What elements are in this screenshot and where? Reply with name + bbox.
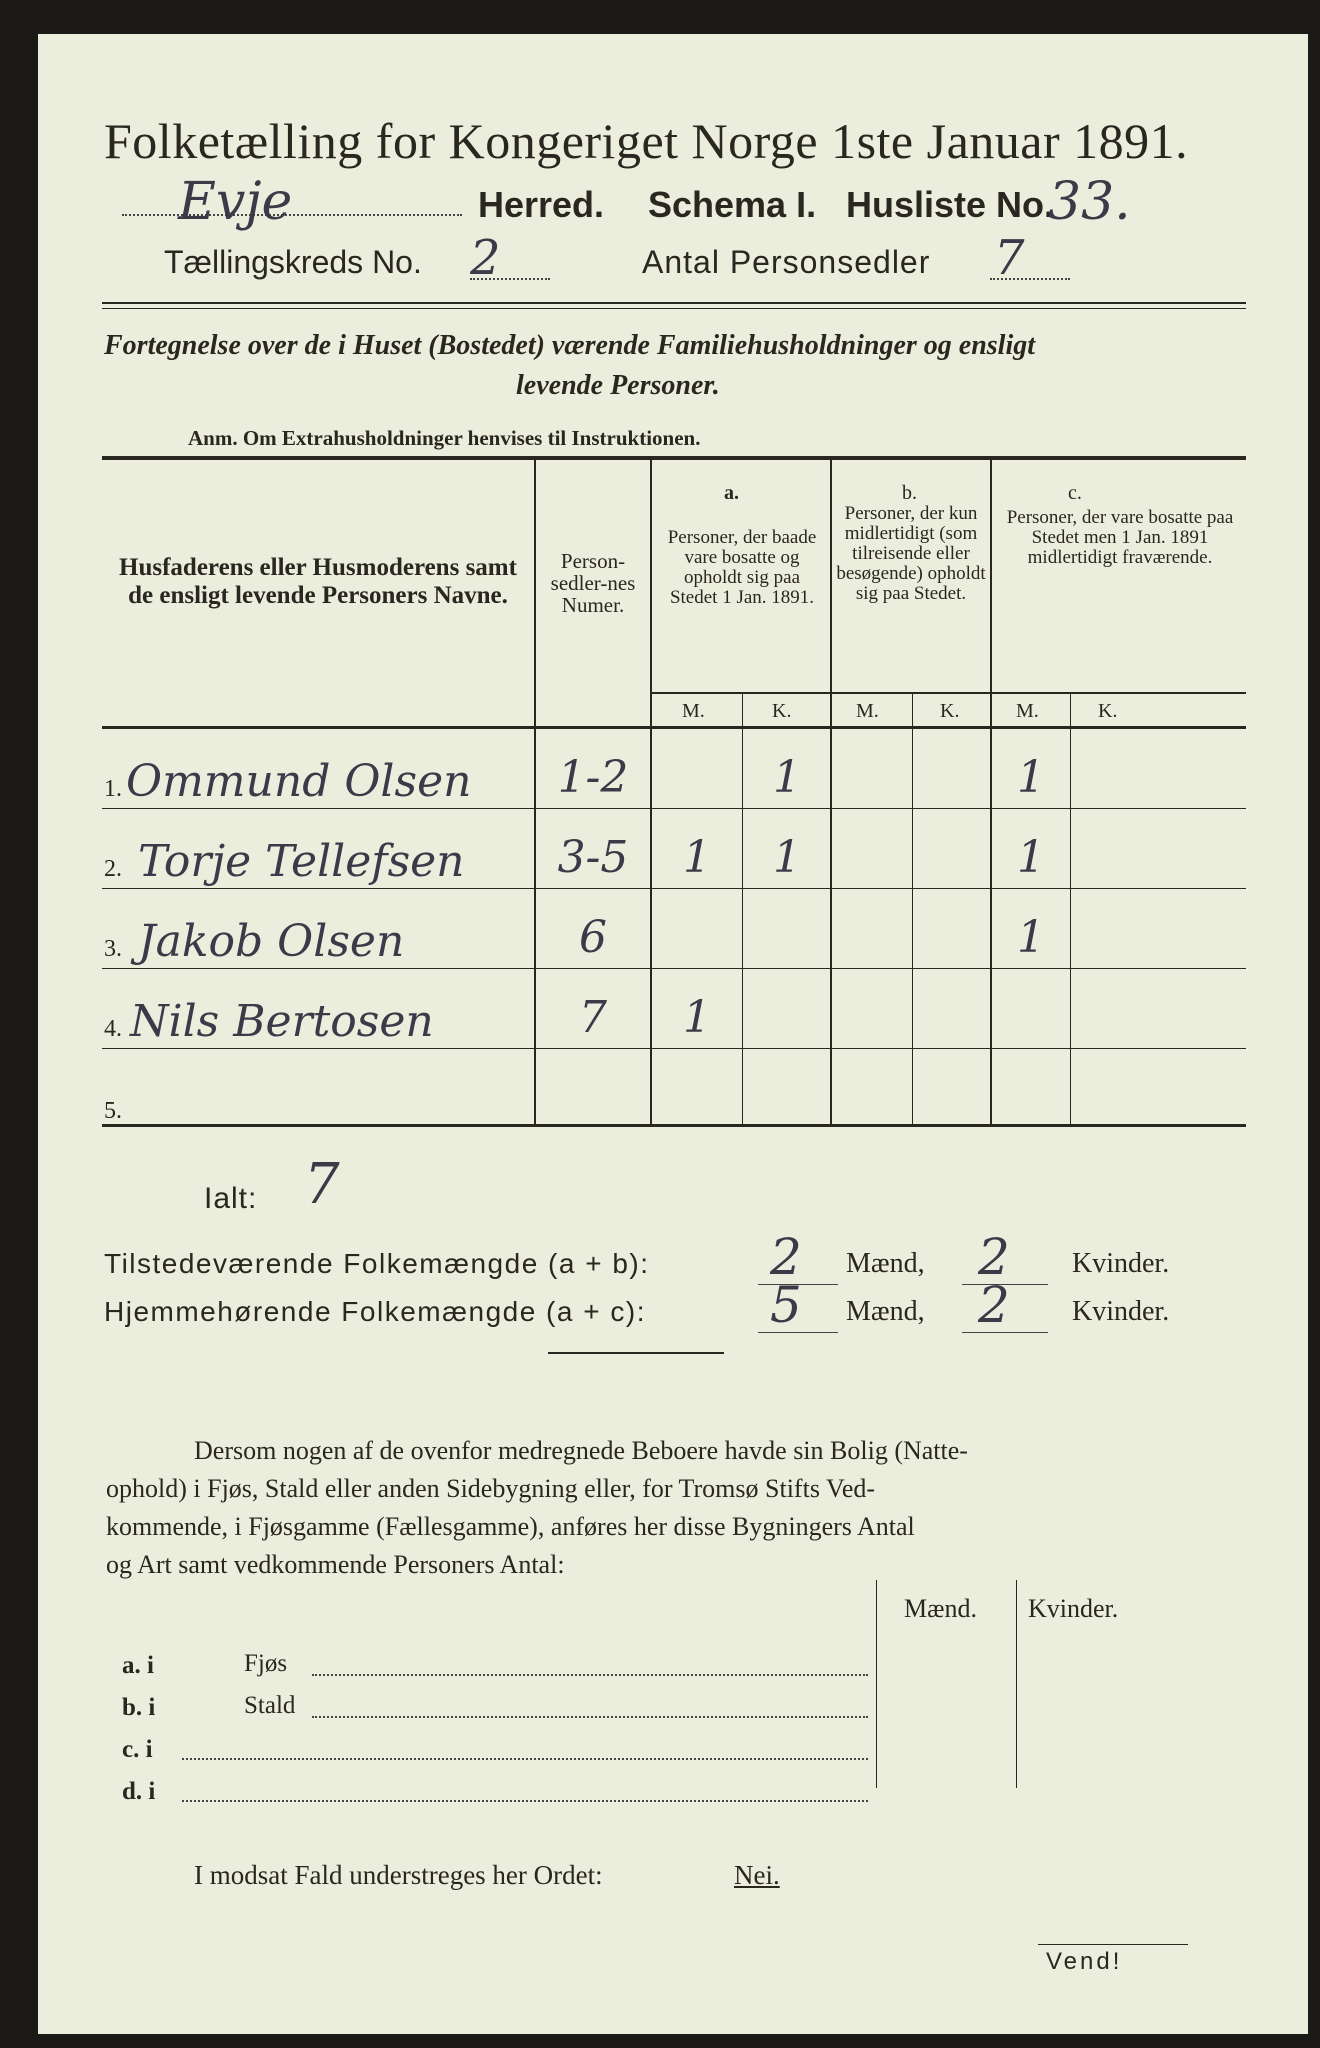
herred-label: Herred.: [478, 184, 605, 225]
building-item-a-label: Fjøs: [244, 1650, 288, 1677]
building-item-b-dots: [312, 1716, 868, 1718]
header-names: Husfaderens eller Husmoderens samt de ensligt levende Personers Navne.: [119, 554, 517, 609]
col-sep-b-mk: [912, 694, 913, 1124]
col-sep-a-mk: [742, 694, 743, 1124]
paragraph-line4: og Art samt vedkommende Personers Antal:: [106, 1550, 565, 1579]
header-b: Personer, der kun midlertidigt (som tilreisende eller besøgende) opholdt sig paa Stedet.: [836, 503, 986, 604]
hjemme-maend: 5: [770, 1276, 802, 1334]
subtitle-line2: levende Personer.: [516, 370, 720, 401]
husliste-label: Husliste No.: [846, 184, 1055, 225]
header-c: Personer, der vare bosatte paa Stedet men 1 Jan. 1891 midlertidigt fraværende.: [1006, 507, 1234, 568]
kreds-dotted-line: [470, 278, 550, 280]
header-c-k: K.: [1098, 700, 1118, 722]
table-top-rule: [102, 456, 1246, 460]
header-a-m: M.: [682, 700, 705, 722]
building-kvinder-header: Kvinder.: [1028, 1594, 1119, 1623]
building-col-sep-2: [1016, 1580, 1017, 1788]
section-divider: [548, 1352, 724, 1354]
building-item-d-letter: d. i: [122, 1778, 156, 1805]
herred-value: Evje: [178, 172, 293, 232]
cell-c-m: 1: [1017, 832, 1045, 883]
building-item-d-dots: [182, 1800, 868, 1802]
hjemme-maend-line: [758, 1332, 838, 1333]
modsat-text: I modsat Fald understreges her Ordet:: [194, 1860, 603, 1890]
header-rule-bottom: [102, 308, 1246, 309]
header-rule-top: [102, 302, 1246, 304]
tilstede-maend: 2: [770, 1228, 802, 1286]
building-item-b-letter: b. i: [122, 1694, 156, 1721]
header-b-k: K.: [940, 700, 960, 722]
row-rule-3: [102, 968, 1246, 969]
header-c-letter: c.: [1068, 482, 1082, 504]
modsat-word: Nei.: [734, 1860, 780, 1890]
subtitle-line1: Fortegnelse over de i Huset (Bostedet) værende Familiehusholdninger og ensligt: [104, 330, 1035, 361]
vend-label: Vend!: [1046, 1948, 1123, 1975]
hjemme-kvinder: 2: [978, 1276, 1010, 1334]
header-a: Personer, der baade vare bosatte og opholdt sig paa Stedet 1 Jan. 1891.: [667, 527, 817, 608]
tilstede-label: Tilstedeværende Folkemængde (a + b):: [104, 1248, 650, 1279]
row-number: 3.: [104, 936, 122, 962]
row-number: 1.: [104, 776, 122, 802]
header-a-letter: a.: [724, 482, 739, 504]
building-maend-header: Mænd.: [904, 1594, 977, 1623]
row-rule-4: [102, 1048, 1246, 1049]
mk-header-rule: [650, 692, 1246, 694]
row-number: 4.: [104, 1016, 122, 1042]
row-number: 5.: [104, 1098, 122, 1124]
cell-a-m: 1: [683, 832, 711, 883]
anm-note: Anm. Om Extrahusholdninger henvises til Instruktionen.: [188, 426, 701, 450]
table-bottom-rule: [102, 1124, 1246, 1127]
header-person-numbers: Person-sedler-nes Numer.: [550, 549, 636, 617]
hjemme-maend-label: Mænd,: [846, 1296, 925, 1327]
paragraph-line1: Dersom nogen af de ovenfor medregnede Beboere havde sin Bolig (Natte-: [194, 1436, 968, 1465]
cell-c-m: 1: [1017, 912, 1045, 963]
hjemme-label: Hjemmehørende Folkemængde (a + c):: [104, 1296, 646, 1327]
form-title: Folketælling for Kongeriget Norge 1ste Januar 1891.: [104, 113, 1189, 169]
col-sep-c-mk: [1070, 694, 1071, 1124]
antal-value: 7: [994, 230, 1025, 286]
person-sedler-number: 3-5: [557, 832, 629, 883]
building-item-a-dots: [312, 1674, 868, 1676]
row-rule-2: [102, 888, 1246, 889]
cell-a-m: 1: [683, 992, 711, 1043]
building-col-sep-1: [876, 1580, 877, 1788]
cell-c-m: 1: [1017, 752, 1045, 803]
census-form-sheet: [38, 34, 1308, 2034]
building-item-c-dots: [182, 1758, 868, 1760]
header-c-m: M.: [1016, 700, 1039, 722]
building-item-a-letter: a. i: [122, 1652, 154, 1679]
person-name: Nils Bertosen: [130, 996, 434, 1047]
person-name: Jakob Olsen: [138, 916, 405, 967]
header-b-m: M.: [856, 700, 879, 722]
tilstede-maend-label: Mænd,: [846, 1248, 925, 1279]
vend-rule: [1038, 1944, 1188, 1945]
person-sedler-number: 6: [579, 912, 607, 963]
row-rule-1: [102, 808, 1246, 809]
tilstede-kvinder-label: Kvinder.: [1072, 1248, 1170, 1279]
tilstede-kvinder: 2: [978, 1228, 1010, 1286]
building-item-b-label: Stald: [244, 1692, 296, 1719]
header-a-k: K.: [772, 700, 792, 722]
col-sep-name: [534, 460, 536, 1124]
table-header-bottom-rule: [102, 726, 1246, 729]
row-number: 2.: [104, 856, 122, 882]
husliste-value: 33.: [1048, 172, 1131, 232]
cell-a-k: 1: [773, 752, 801, 803]
paragraph-line3: kommende, i Fjøsgamme (Fællesgamme), anføres her disse Bygningers Antal: [106, 1512, 915, 1541]
hjemme-kvinder-line: [962, 1332, 1048, 1333]
ialt-value: 7: [304, 1152, 340, 1217]
kreds-label: Tællingskreds No.: [164, 244, 422, 280]
antal-dotted-line: [990, 278, 1070, 280]
person-name: Torje Tellefsen: [138, 836, 465, 887]
building-item-c-letter: c. i: [122, 1736, 153, 1763]
ialt-label: Ialt:: [204, 1182, 258, 1215]
kreds-value: 2: [470, 230, 501, 286]
col-sep-a: [830, 460, 832, 1124]
schema-label: Schema I.: [648, 184, 817, 225]
person-name: Ommund Olsen: [126, 756, 472, 807]
header-b-letter: b.: [902, 482, 917, 504]
hjemme-kvinder-label: Kvinder.: [1072, 1296, 1170, 1327]
antal-label: Antal Personsedler: [642, 244, 931, 280]
person-sedler-number: 1-2: [557, 752, 629, 803]
cell-a-k: 1: [773, 832, 801, 883]
paragraph-line2: ophold) i Fjøs, Stald eller anden Sidebygning eller, for Tromsø Stifts Ved-: [106, 1474, 876, 1503]
person-sedler-number: 7: [579, 992, 607, 1043]
